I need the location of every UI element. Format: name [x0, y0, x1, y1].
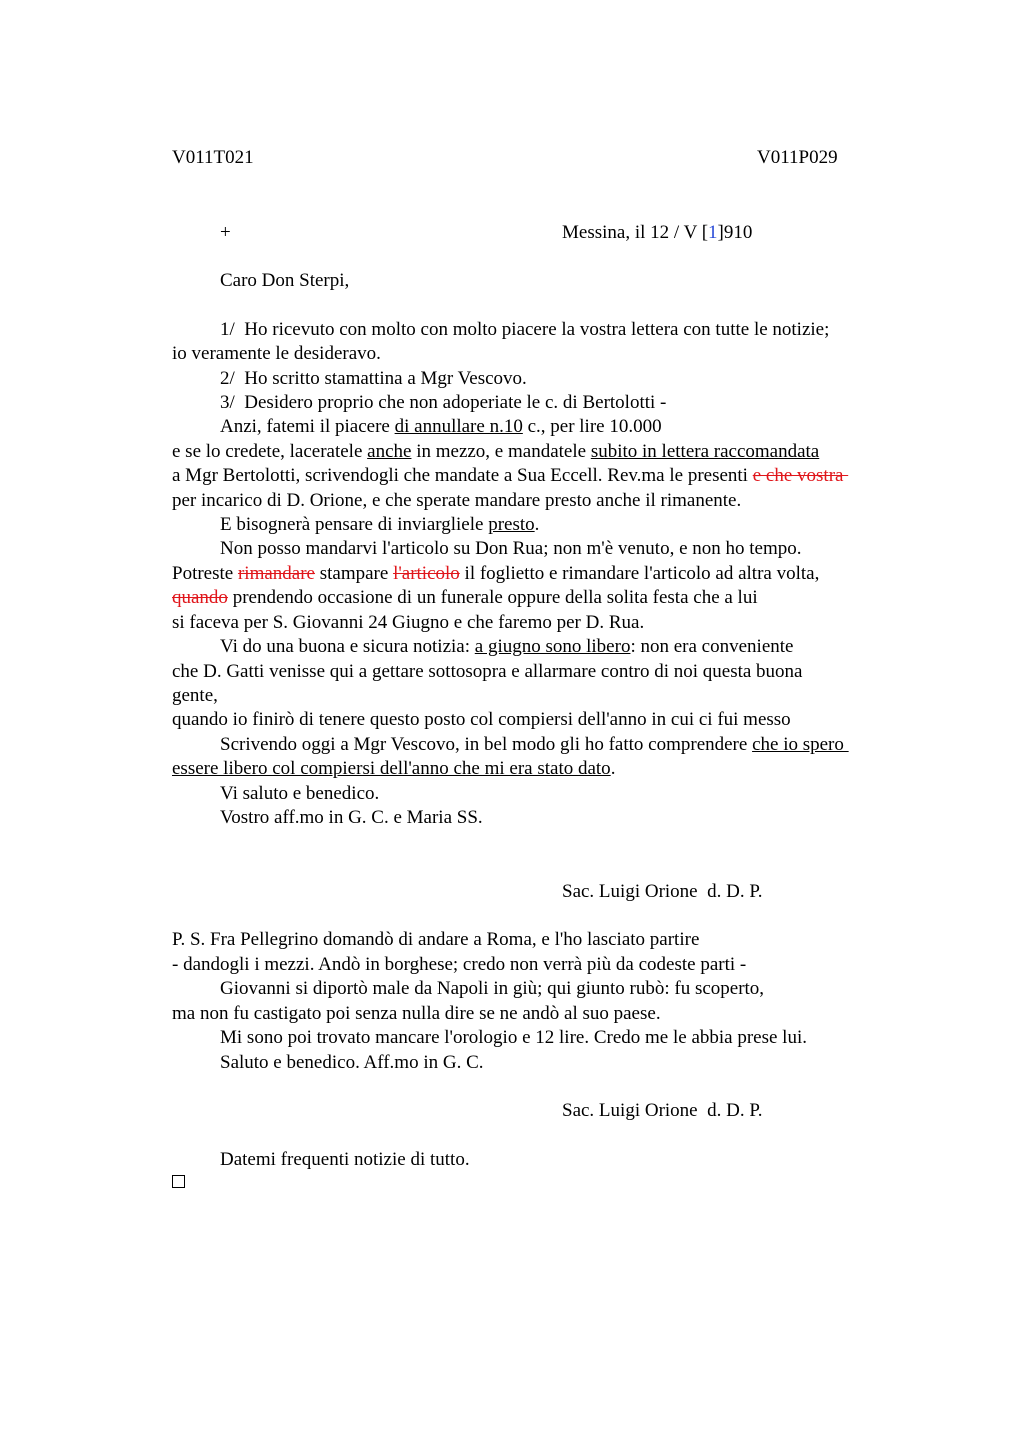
- body-line: E bisognerà pensare di inviargliele presto.: [220, 514, 540, 535]
- body-line: a Mgr Bertolotti, scrivendogli che mandate a Sua Eccell. Rev.ma le presenti e che vostra: [172, 465, 849, 486]
- underlined-text: anche: [367, 441, 412, 462]
- empty-box-icon: [172, 1175, 185, 1188]
- postscript-line: Giovanni si diportò male da Napoli in giù; qui giunto rubò: fu scoperto,: [220, 978, 765, 999]
- body-line: Anzi, fatemi il piacere di annullare n.10 c., per lire 10.000: [220, 416, 662, 437]
- body-line: Potreste rimandare stampare l'articolo il foglietto e rimandare l'articolo ad altra volta,: [172, 563, 820, 584]
- body-line: essere libero col compiersi dell'anno che mi era stato dato.: [172, 758, 616, 779]
- body-line: gente,: [172, 685, 218, 706]
- postscript-line: P. S. Fra Pellegrino domandò di andare a Roma, e l'ho lasciato partire: [172, 929, 700, 950]
- deleted-text: quando: [172, 587, 228, 608]
- signature: Sac. Luigi Orione d. D. P.: [562, 1100, 763, 1121]
- place-date: Messina, il 12 / V [1]910: [562, 222, 753, 243]
- body-line: si faceva per S. Giovanni 24 Giugno e che faremo per D. Rua.: [172, 612, 645, 633]
- deleted-text: l'articolo: [393, 563, 460, 584]
- body-line: Vostro aff.mo in G. C. e Maria SS.: [220, 807, 483, 828]
- underlined-text: subito in lettera raccomandata: [590, 441, 820, 462]
- closing-line: Datemi frequenti notizie di tutto.: [220, 1149, 470, 1170]
- body-line: che D. Gatti venisse qui a gettare sottosopra e allarmare contro di noi questa buona: [172, 661, 803, 682]
- editorial-insertion: 1: [708, 222, 718, 243]
- body-line: quando prendendo occasione di un funerale oppure della solita festa che a lui: [172, 587, 758, 608]
- underlined-text: presto: [488, 514, 535, 535]
- body-line: 3/ Desidero proprio che non adoperiate le c. di Bertolotti -: [220, 392, 667, 413]
- underlined-text: essere libero col compiersi dell'anno che mi era stato dato: [172, 758, 611, 779]
- body-line: e se lo credete, laceratele anche in mezzo, e mandatele subito in lettera raccomandata: [172, 441, 820, 462]
- body-line: per incarico di D. Orione, e che sperate mandare presto anche il rimanente.: [172, 490, 742, 511]
- document-code-right: V011P029: [757, 147, 838, 168]
- underlined-text: a giugno sono libero: [474, 636, 631, 657]
- underlined-text: che io spero: [752, 734, 849, 755]
- postscript-line: - dandogli i mezzi. Andò in borghese; credo non verrà più da codeste parti -: [172, 954, 747, 975]
- body-line: quando io finirò di tenere questo posto col compiersi dell'anno in cui ci fui messo: [172, 709, 791, 730]
- signature: Sac. Luigi Orione d. D. P.: [562, 881, 763, 902]
- body-line: io veramente le desideravo.: [172, 343, 381, 364]
- body-line: Non posso mandarvi l'articolo su Don Rua; non m'è venuto, e non ho tempo.: [220, 538, 802, 559]
- body-line: Vi do una buona e sicura notizia: a giugno sono libero: non era conveniente: [220, 636, 794, 657]
- deleted-text: rimandare: [237, 563, 315, 584]
- salutation: Caro Don Sterpi,: [220, 270, 350, 291]
- postscript-line: Saluto e benedico. Aff.mo in G. C.: [220, 1052, 484, 1073]
- deleted-text: e che vostra: [752, 465, 849, 486]
- body-line: Scrivendo oggi a Mgr Vescovo, in bel modo gli ho fatto comprendere che io spero: [220, 734, 849, 755]
- body-line: 2/ Ho scritto stamattina a Mgr Vescovo.: [220, 368, 527, 389]
- document-code-left: V011T021: [172, 147, 254, 168]
- cross-mark: +: [220, 222, 231, 243]
- body-line: 1/ Ho ricevuto con molto con molto piacere la vostra lettera con tutte le notizie;: [220, 319, 830, 340]
- body-line: Vi saluto e benedico.: [220, 783, 380, 804]
- postscript-line: Mi sono poi trovato mancare l'orologio e 12 lire. Credo me le abbia prese lui.: [220, 1027, 807, 1048]
- underlined-text: di annullare n.10: [394, 416, 523, 437]
- postscript-line: ma non fu castigato poi senza nulla dire se ne andò al suo paese.: [172, 1003, 661, 1024]
